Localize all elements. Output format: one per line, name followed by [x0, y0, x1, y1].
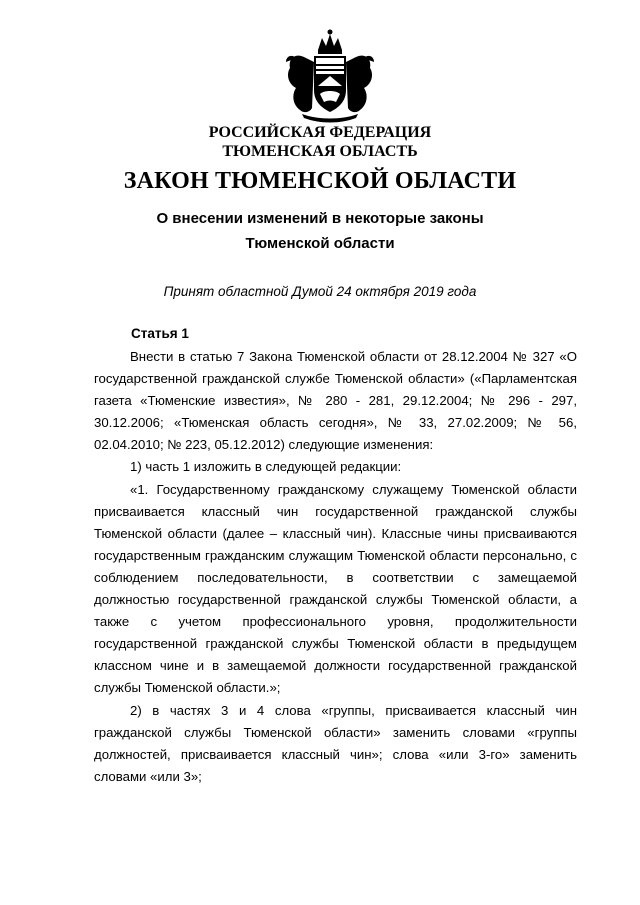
- adoption-note: Принят областной Думой 24 октября 2019 года: [163, 284, 477, 299]
- document-type-title: ЗАКОН ТЮМЕНСКОЙ ОБЛАСТИ: [123, 168, 517, 194]
- article-body: [94, 346, 577, 788]
- law-title-line-1: О внесении изменений в некоторые законы: [156, 210, 484, 227]
- header-region: ТЮМЕНСКАЯ ОБЛАСТЬ: [222, 143, 418, 160]
- article-paragraph: 1) часть 1 изложить в следующей редакции:: [130, 459, 402, 475]
- article-paragraph: Внести в статью 7 Закона Тюменской области от 28.12.2004 № 327 «О государственной гражданской службе Тюменской области» («Парламентская газета «Тюменские известия», № 280 - 281, 29.12.2004; № 296 - 297, 30.12.2006; «Тюменская область сегодня», № 33, 27.02.2009; № 56, 02.04.2010; № 223, 05.12.2012) следующие изменения:: [94, 349, 577, 453]
- header-country: РОССИЙСКАЯ ФЕДЕРАЦИЯ: [208, 124, 432, 141]
- law-title-line-2: Тюменской области: [245, 235, 395, 252]
- article-paragraph: 2) в частях 3 и 4 слова «группы, присваивается классный чин гражданской службы Тюменской области» заменить словами «группы должностей, присваивается классный чин»; слова «или 3-го» заменить словами «или 3»;: [94, 702, 577, 784]
- tyumen-coat-of-arms-icon: [278, 28, 382, 124]
- article-heading: Статья 1: [131, 326, 189, 341]
- article-paragraph: «1. Государственному гражданскому служащему Тюменской области присваивается классный чин государственной гражданской службы Тюменской области (далее – классный чин). Классные чины присваиваются государственным гражданским служащим Тюменской области персонально, с соблюдением последовательности, в соответствии с замещаемой должностью государственной гражданской службы Тюменской области, а также с учетом профессионального уровня, продолжительности государственной гражданской службы Тюменской области в предыдущем классном чине и в замещаемой должности государственной гражданской службы Тюменской области.»;: [94, 481, 577, 696]
